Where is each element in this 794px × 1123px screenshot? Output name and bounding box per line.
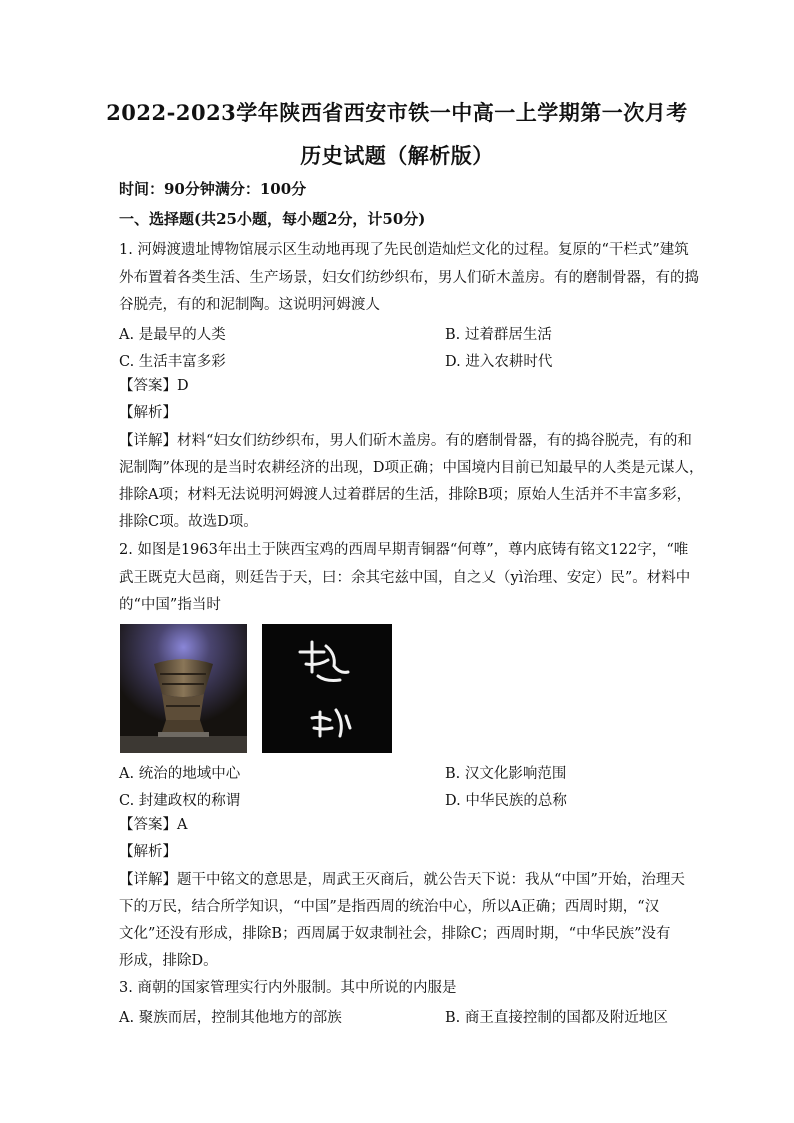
q3-stem-line: 3. 商朝的国家管理实行内外服制。其中所说的内服是 [119,980,457,996]
q1-option-b: B. 过着群居生活 [445,327,552,343]
q3-option-b: B. 商王直接控制的国都及附近地区 [445,1010,668,1026]
q2-stem-line: 2. 如图是1963年出土于陕西宝鸡的西周早期青铜器“何尊”，尊内底铸有铭文122字，“唯 [119,542,689,558]
q1-stem-line: 外布置着各类生活、生产场景，妇女们纺纱织布，男人们斫木盖房。有的磨制骨器，有的捣 [119,270,699,286]
inscription-photo [262,624,392,753]
q2-detail-line: 【详解】题干中铭文的意思是，周武王灭商后，就公告天下说：我从“中国”开始，治理天 [119,872,685,888]
q2-option-c: C. 封建政权的称谓 [119,793,241,809]
q1-option-d: D. 进入农耕时代 [445,354,553,370]
q2-analysis-label: 【解析】 [119,844,177,860]
q2-answer: 【答案】A [119,817,188,833]
q3-option-a: A. 聚族而居，控制其他地方的部族 [119,1010,342,1026]
q1-option-c: C. 生活丰富多彩 [119,354,226,370]
q1-option-a: A. 是最早的人类 [119,327,226,343]
q1-stem-line: 1. 河姆渡遗址博物馆展示区生动地再现了先民创造灿烂文化的过程。复原的“干栏式”建筑 [119,242,689,258]
q2-detail-line: 形成，排除D。 [119,953,218,969]
q2-detail-line: 下的万民，结合所学知识，“中国”是指西周的统治中心，所以A正确；西周时期，“汉 [119,899,660,915]
exam-time-info: 时间：90分钟满分：100分 [119,180,307,198]
q2-option-b: B. 汉文化影响范围 [445,766,567,782]
q1-detail-line: 泥制陶”体现的是当时农耕经济的出现，D项正确；中国境内目前已知最早的人类是元谋人， [119,460,704,476]
q1-answer: 【答案】D [119,378,189,394]
document-title: 2022-2023学年陕西省西安市铁一中高一上学期第一次月考 [106,100,688,125]
document-subtitle: 历史试题（解析版） [300,143,494,168]
q2-option-d: D. 中华民族的总称 [445,793,567,809]
section-heading: 一、选择题(共25小题，每小题2分，计50分) [119,210,426,228]
bronze-vessel-photo [120,624,247,753]
q2-stem-line: 武王既克大邑商，则廷告于天，曰：余其宅兹中国，自之乂（yì治理、安定）民”。材料中 [119,570,691,586]
q1-analysis-label: 【解析】 [119,405,177,421]
q2-stem-line: 的“中国”指当时 [119,597,221,613]
q2-option-a: A. 统治的地域中心 [119,766,241,782]
q1-detail-line: 【详解】材料“妇女们纺纱织布，男人们斫木盖房。有的磨制骨器，有的捣谷脱壳，有的和 [119,433,692,449]
q2-figures [120,624,520,754]
q1-detail-line: 排除C项。故选D项。 [119,514,258,530]
q2-detail-line: 文化”还没有形成，排除B；西周属于奴隶制社会，排除C；西周时期，“中华民族”没有 [119,926,671,942]
q1-stem-line: 谷脱壳，有的和泥制陶。这说明河姆渡人 [119,297,380,313]
q1-detail-line: 排除A项；材料无法说明河姆渡人过着群居的生活，排除B项；原始人生活并不丰富多彩， [119,487,692,503]
